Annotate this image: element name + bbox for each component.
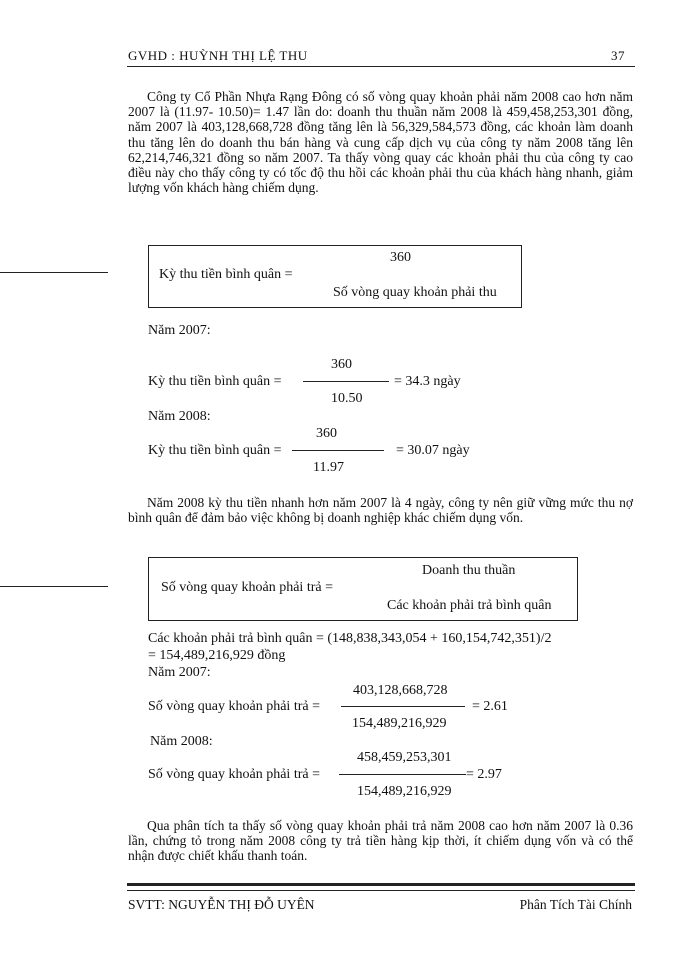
calc-denominator: 10.50 — [331, 391, 363, 406]
year-2008-label: Năm 2008: — [150, 734, 213, 749]
calc-lhs: Kỳ thu tiền bình quân = — [148, 443, 282, 458]
formula-denominator: Số vòng quay khoản phải thu — [333, 285, 497, 300]
fraction-bar — [303, 381, 389, 382]
header-supervisor: GVHD : HUỲNH THỊ LỆ THU — [128, 48, 308, 63]
header-rule — [127, 66, 635, 67]
calc-numerator: 360 — [316, 426, 337, 441]
footer-rule-thick — [127, 883, 635, 886]
calc-result: = 34.3 ngày — [394, 374, 461, 389]
paragraph-collection-comment: Năm 2008 kỳ thu tiền nhanh hơn năm 2007 là 4 ngày, công ty nên giữ vững mức thu nợ bình quân để đảm bảo việc không bị doanh nghiệp khác chiếm dụng vốn. — [128, 495, 633, 526]
calc-result: = 30.07 ngày — [396, 443, 470, 458]
formula-box-payable-turnover — [148, 557, 578, 621]
calc-denominator: 11.97 — [313, 460, 344, 475]
fraction-bar — [341, 706, 465, 707]
paragraph-payable-comment: Qua phân tích ta thấy số vòng quay khoản phải trả năm 2008 cao hơn năm 2007 là 0.36 lần, chứng tỏ trong năm 2008 công ty trả tiền hàng kịp thời, ít chiếm dụng vốn và có thể nhận được chiết khấu thanh toán. — [128, 818, 633, 864]
calc-numerator: 458,459,253,301 — [357, 750, 452, 765]
margin-line — [0, 272, 108, 273]
calc-lhs: Số vòng quay khoản phải trả = — [148, 767, 320, 782]
calc-numerator: 403,128,668,728 — [353, 683, 448, 698]
margin-line — [0, 586, 108, 587]
fraction-bar — [339, 774, 466, 775]
avg-payables-result: = 154,489,216,929 đồng — [148, 648, 286, 663]
year-2007-label: Năm 2007: — [148, 665, 211, 680]
formula-numerator: Doanh thu thuần — [422, 563, 516, 578]
calc-numerator: 360 — [331, 357, 352, 372]
paragraph-receivable-turnover: Công ty Cổ Phần Nhựa Rạng Đông có số vòng quay khoản phải năm 2008 cao hơn năm 2007 là (11.97- 10.50)= 1.47 lần do: doanh thu thuần năm 2008 là 459,458,253,301 đồng, năm 2007 là 403,128,668,728 đồng tăng lên là 56,329,584,573 đồng, các khoản làm doanh thu tăng lên do doanh thu bán hàng và cung cấp dịch vụ của công ty năm 2008 tăng lên 62,214,746,321 đồng so năm 2007. Ta thấy vòng quay các khoản phải thu của công ty cao điều này cho thấy công ty có tốc độ thu hồi các khoản phải thu của khách hàng nhanh, giảm lượng vốn khách hàng chiếm dụng. — [128, 89, 633, 196]
calc-result: = 2.97 — [466, 767, 502, 782]
year-2007-label: Năm 2007: — [148, 323, 211, 338]
formula-denominator: Các khoản phải trả bình quân — [387, 598, 552, 613]
footer-subject: Phân Tích Tài Chính — [519, 897, 632, 912]
calc-denominator: 154,489,216,929 — [357, 784, 452, 799]
fraction-bar — [292, 450, 384, 451]
calc-lhs: Số vòng quay khoản phải trả = — [148, 699, 320, 714]
calc-denominator: 154,489,216,929 — [352, 716, 447, 731]
footer-rule-thin — [127, 890, 635, 891]
year-2008-label: Năm 2008: — [148, 409, 211, 424]
formula-label: Số vòng quay khoản phải trả = — [161, 580, 333, 595]
page-number: 37 — [611, 48, 625, 63]
formula-box-collection-period — [148, 245, 522, 308]
calc-result: = 2.61 — [472, 699, 508, 714]
avg-payables-line: Các khoản phải trả bình quân = (148,838,343,054 + 160,154,742,351)/2 — [148, 631, 552, 646]
footer-student: SVTT: NGUYỄN THỊ ĐỖ UYÊN — [128, 897, 315, 912]
calc-lhs: Kỳ thu tiền bình quân = — [148, 374, 282, 389]
formula-label: Kỳ thu tiền bình quân = — [159, 267, 293, 282]
formula-numerator: 360 — [390, 250, 411, 265]
